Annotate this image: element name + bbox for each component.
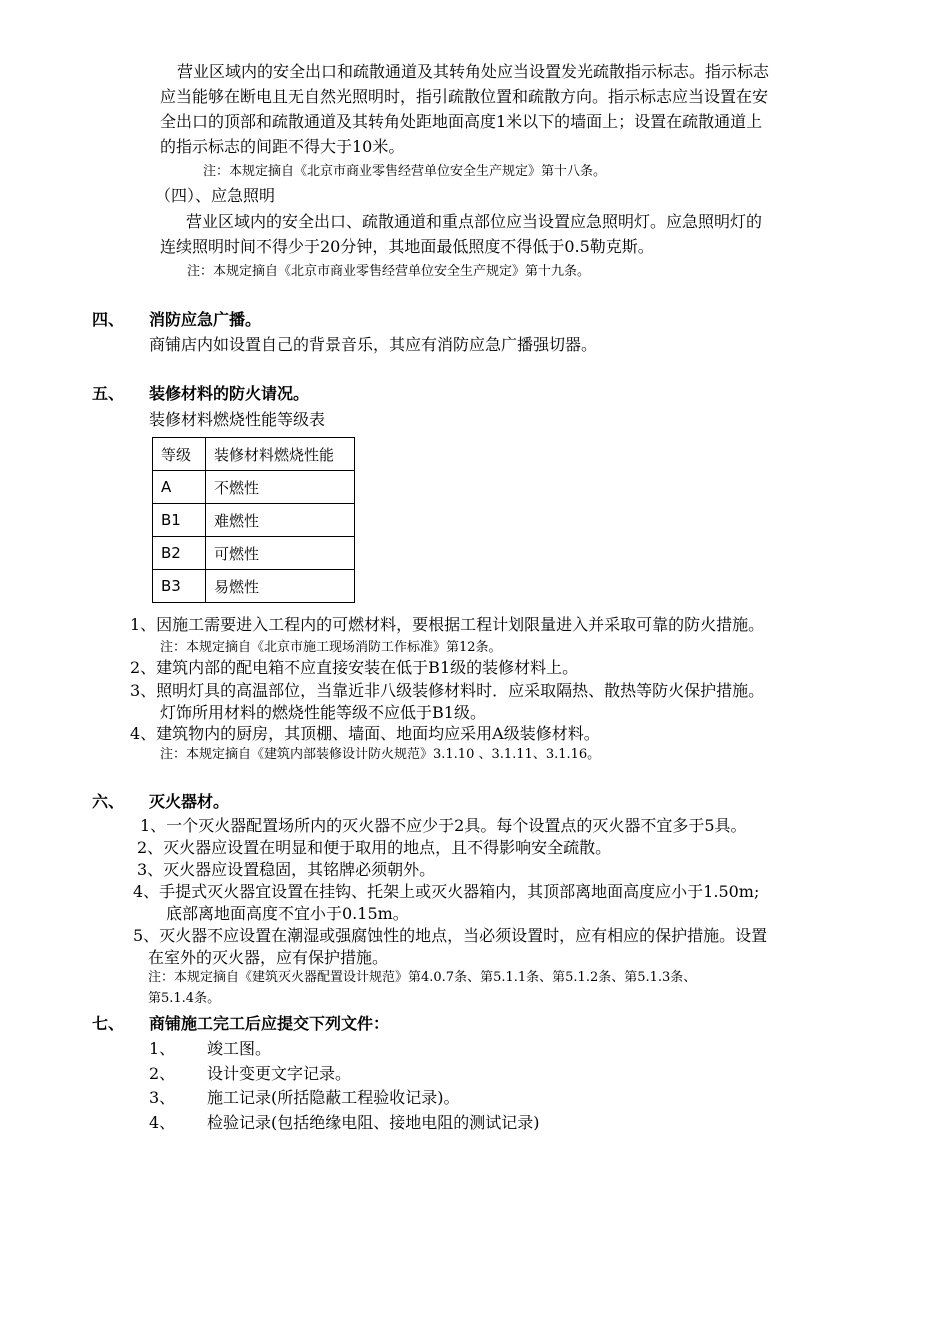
table-row <box>153 570 355 603</box>
emergency-lighting-line-2: 连续照明时间不得少于20分钟，其地面最低照度不得低于0.5勒克斯。 <box>160 237 654 256</box>
section7-item-number: 1、 <box>149 1039 176 1058</box>
table-cell-performance: 可燃性 <box>206 537 355 570</box>
intro-line-2: 应当能够在断电且无自然光照明时，指引疏散位置和疏散方向。指示标志应当设置在安 <box>160 87 769 106</box>
intro-line-1: 营业区域内的安全出口和疏散通道及其转角处应当设置发光疏散指示标志。指示标志 <box>177 62 770 81</box>
table-cell-grade: A <box>153 471 206 504</box>
section6-item-4b: 底部离地面高度不宜小于0.15m。 <box>166 904 409 923</box>
section7-number: 七、 <box>92 1014 125 1033</box>
section5-item-3a: 3、照明灯具的高温部位，当靠近非八级装修材料时．应采取隔热、散热等防火保护措施。 <box>130 681 765 700</box>
section6-item-3: 3、灭火器应设置稳固，其铭牌必须朝外。 <box>137 860 436 879</box>
section7-item-number: 4、 <box>149 1113 176 1132</box>
table-cell-performance: 不燃性 <box>206 471 355 504</box>
section6-item-1: 1、一个灭火器配置场所内的灭火器不应少于2具。每个设置点的灭火器不宜多于5具。 <box>140 816 747 835</box>
table-cell-grade: B1 <box>153 504 206 537</box>
section5-item-4: 4、建筑物内的厨房，其顶棚、墙面、地面均应采用A级装修材料。 <box>130 724 600 743</box>
section5-note-2: 注：本规定摘自《建筑内部装修设计防火规范》3.1.10 、3.1.11、3.1.16。 <box>160 747 601 762</box>
section6-note-b: 第5.1.4条。 <box>148 991 221 1006</box>
table-row <box>153 537 355 570</box>
section7-item-text: 设计变更文字记录。 <box>207 1064 352 1083</box>
emergency-lighting-title: （四）、应急照明 <box>155 186 276 205</box>
table-cell-grade: B3 <box>153 570 206 603</box>
section5-title: 装修材料的防火请况。 <box>149 384 310 403</box>
section4-title: 消防应急广播。 <box>149 310 262 329</box>
table-row <box>153 471 355 504</box>
emergency-lighting-line-1: 营业区域内的安全出口、疏散通道和重点部位应当设置应急照明灯。应急照明灯的 <box>186 212 763 231</box>
section4-number: 四、 <box>92 310 125 329</box>
section5-number: 五、 <box>92 384 125 403</box>
intro-line-4: 的指示标志的间距不得大于10米。 <box>160 137 405 156</box>
section4-body: 商铺店内如设置自己的背景音乐，其应有消防应急广播强切器。 <box>149 335 598 354</box>
table-row <box>153 504 355 537</box>
section6-note-a: 注：本规定摘自《建筑灭火器配置设计规范》第4.0.7条、第5.1.1条、第5.1.2条、第5.1.3条、 <box>148 970 697 985</box>
section5-item-3b: 灯饰所用材料的燃烧性能等级不应低于B1级。 <box>160 703 486 722</box>
section7-item-number: 2、 <box>149 1064 176 1083</box>
flammability-table <box>152 437 355 603</box>
emergency-lighting-note: 注：本规定摘自《北京市商业零售经营单位安全生产规定》第十九条。 <box>187 264 591 279</box>
table-header-row <box>153 438 355 471</box>
section5-note-1: 注：本规定摘自《北京市施工现场消防工作标准》第12条。 <box>160 640 502 655</box>
section6-number: 六、 <box>92 792 125 811</box>
table-cell-grade: B2 <box>153 537 206 570</box>
intro-line-3: 全出口的顶部和疏散通道及其转角处距地面高度1米以下的墙面上；设置在疏散通道上 <box>160 112 763 131</box>
section7-item-text: 检验记录(包括绝缘电阻、接地电阻的测试记录) <box>207 1113 540 1132</box>
section5-item-1: 1、因施工需要进入工程内的可燃材料，要根据工程计划限量进入并采取可靠的防火措施。 <box>130 615 765 634</box>
section7-item-text: 施工记录(所括隐蔽工程验收记录)。 <box>207 1088 460 1107</box>
section6-item-4a: 4、手提式灭火器宜设置在挂钩、托架上或灭火器箱内，其顶部离地面高度应小于1.50m; <box>133 882 760 901</box>
section6-item-5b: 在室外的灭火器，应有保护措施。 <box>148 948 389 967</box>
table-header-performance: 装修材料燃烧性能 <box>206 438 355 471</box>
table-caption: 装修材料燃烧性能等级表 <box>149 410 326 429</box>
section6-title: 灭火器材。 <box>149 792 230 811</box>
intro-note: 注：本规定摘自《北京市商业零售经营单位安全生产规定》第十八条。 <box>203 164 607 179</box>
table-cell-performance: 难燃性 <box>206 504 355 537</box>
section5-item-2: 2、建筑内部的配电箱不应直接安装在低于B1级的装修材料上。 <box>130 658 579 677</box>
section7-item-number: 3、 <box>149 1088 176 1107</box>
table-cell-performance: 易燃性 <box>206 570 355 603</box>
section7-item-text: 竣工图。 <box>207 1039 272 1058</box>
section6-item-2: 2、灭火器应设置在明显和便于取用的地点，且不得影响安全疏散。 <box>137 838 612 857</box>
section7-title: 商铺施工完工后应提交下列文件： <box>149 1014 390 1033</box>
section6-item-5a: 5、灭火器不应设置在潮湿或强腐蚀性的地点，当必须设置时，应有相应的保护措施。设置 <box>133 926 768 945</box>
table-header-grade: 等级 <box>153 438 206 471</box>
